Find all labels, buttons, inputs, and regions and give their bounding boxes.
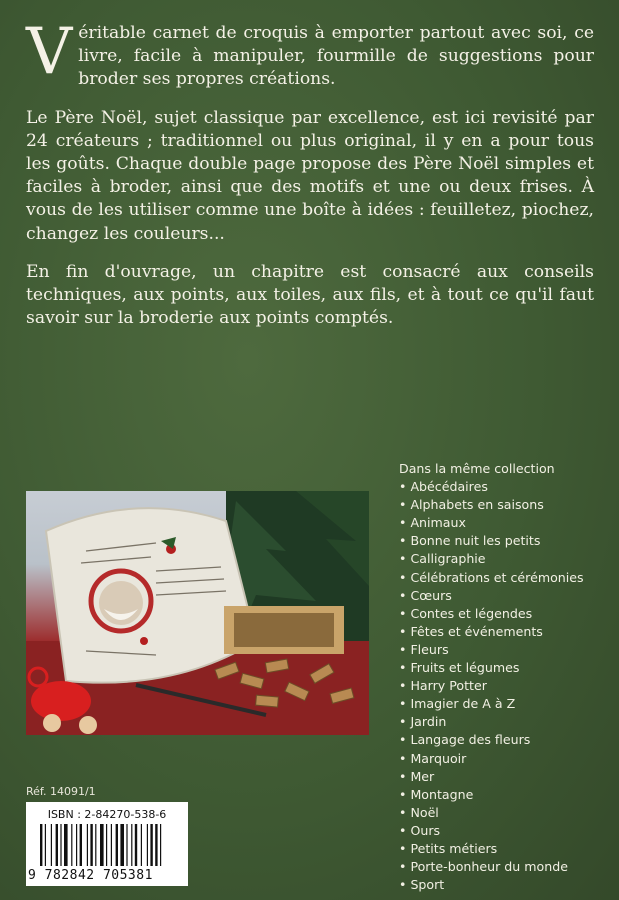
collection-item: • Fruits et légumes: [399, 659, 609, 677]
barcode-bar: [147, 824, 148, 866]
barcode-bar: [131, 824, 132, 866]
barcode-bar: [106, 824, 107, 866]
collection-heading: Dans la même collection: [399, 461, 555, 476]
collection-item: • Harry Potter: [399, 677, 609, 695]
collection-item: • Fleurs: [399, 641, 609, 659]
collection-items: [399, 478, 609, 894]
barcode-bar: [80, 824, 82, 866]
barcode-bar: [40, 824, 42, 866]
collection-item: • Noël: [399, 804, 609, 822]
intro-paragraph-1: [26, 15, 594, 92]
collection-item: • Mer: [399, 768, 609, 786]
barcode-bar: [71, 824, 72, 866]
barcode-bar: [120, 824, 124, 866]
barcode-panel: [26, 802, 188, 886]
collection-item: • Calligraphie: [399, 550, 609, 568]
ean-number: 9 782842 705381: [28, 868, 153, 883]
collection-item: • Imagier de A à Z: [399, 695, 609, 713]
barcode-bar: [90, 824, 92, 866]
isbn-label: ISBN : 2-84270-538-6: [47, 808, 167, 821]
collection-item: • Fêtes et événements: [399, 623, 609, 641]
intro-paragraph-1-text: éritable carnet de croquis à emporter partout avec soi, ce livre, facile à manipuler, fourmille de suggestions pour broder ses propres créations.: [78, 23, 594, 90]
barcode-bar: [87, 824, 88, 866]
collection-item: • Alphabets en saisons: [399, 496, 609, 514]
barcode-bar: [126, 824, 127, 866]
barcode-bar: [160, 824, 161, 866]
barcode-bar: [60, 824, 61, 866]
collection-item: • Porte-bonheur du monde: [399, 858, 609, 876]
barcode-bar: [116, 824, 118, 866]
collection-item: • Marquoir: [399, 750, 609, 768]
collection-item: • Cœurs: [399, 587, 609, 605]
barcode-bar: [76, 824, 77, 866]
embroidery-photo-illustration: [26, 491, 369, 735]
collection-item: • Langage des fleurs: [399, 731, 609, 749]
collection-item: • Ours: [399, 822, 609, 840]
back-cover-text: [26, 15, 594, 345]
reference-number: Réf. 14091/1: [26, 785, 96, 798]
barcode-bar: [100, 824, 104, 866]
barcode-bar: [95, 824, 96, 866]
barcode-bar: [141, 824, 142, 866]
barcode-bar: [51, 824, 52, 866]
collection-item: • Sport: [399, 876, 609, 894]
collection-item: • Montagne: [399, 786, 609, 804]
barcode-icon: [38, 824, 178, 868]
drop-cap: V: [26, 15, 73, 89]
intro-paragraph-3: En fin d'ouvrage, un chapitre est consacré aux conseils techniques, aux points, aux toiles, aux fils, et à tout ce qu'il faut savoir sur la broderie aux points comptés.: [26, 261, 594, 329]
barcode-bar: [56, 824, 58, 866]
collection-item: • Bonne nuit les petits: [399, 532, 609, 550]
embroidery-photo: [26, 491, 369, 735]
collection-item: • Abécédaires: [399, 478, 609, 496]
intro-paragraph-2: Le Père Noël, sujet classique par excellence, est ici revisité par 24 créateurs ; traditionnel ou plus original, il y en a pour tous les goûts. Chaque double page propose des Père Noël simples et faciles à broder, ainsi que des motifs et une ou deux frises. À vous de les utiliser comme une boîte à idées : feuilletez, piochez, changez les couleurs...: [26, 107, 594, 244]
barcode-bar: [64, 824, 68, 866]
collection-item: • Célébrations et cérémonies: [399, 569, 609, 587]
barcode-bar: [135, 824, 137, 866]
collection-list: [399, 460, 609, 894]
collection-item: • Petits métiers: [399, 840, 609, 858]
collection-item: • Contes et légendes: [399, 605, 609, 623]
collection-item: • Animaux: [399, 514, 609, 532]
collection-item: • Jardin: [399, 713, 609, 731]
barcode-bar: [155, 824, 157, 866]
barcode-bar: [150, 824, 152, 866]
barcode-bar: [111, 824, 112, 866]
barcode-bar: [45, 824, 46, 866]
